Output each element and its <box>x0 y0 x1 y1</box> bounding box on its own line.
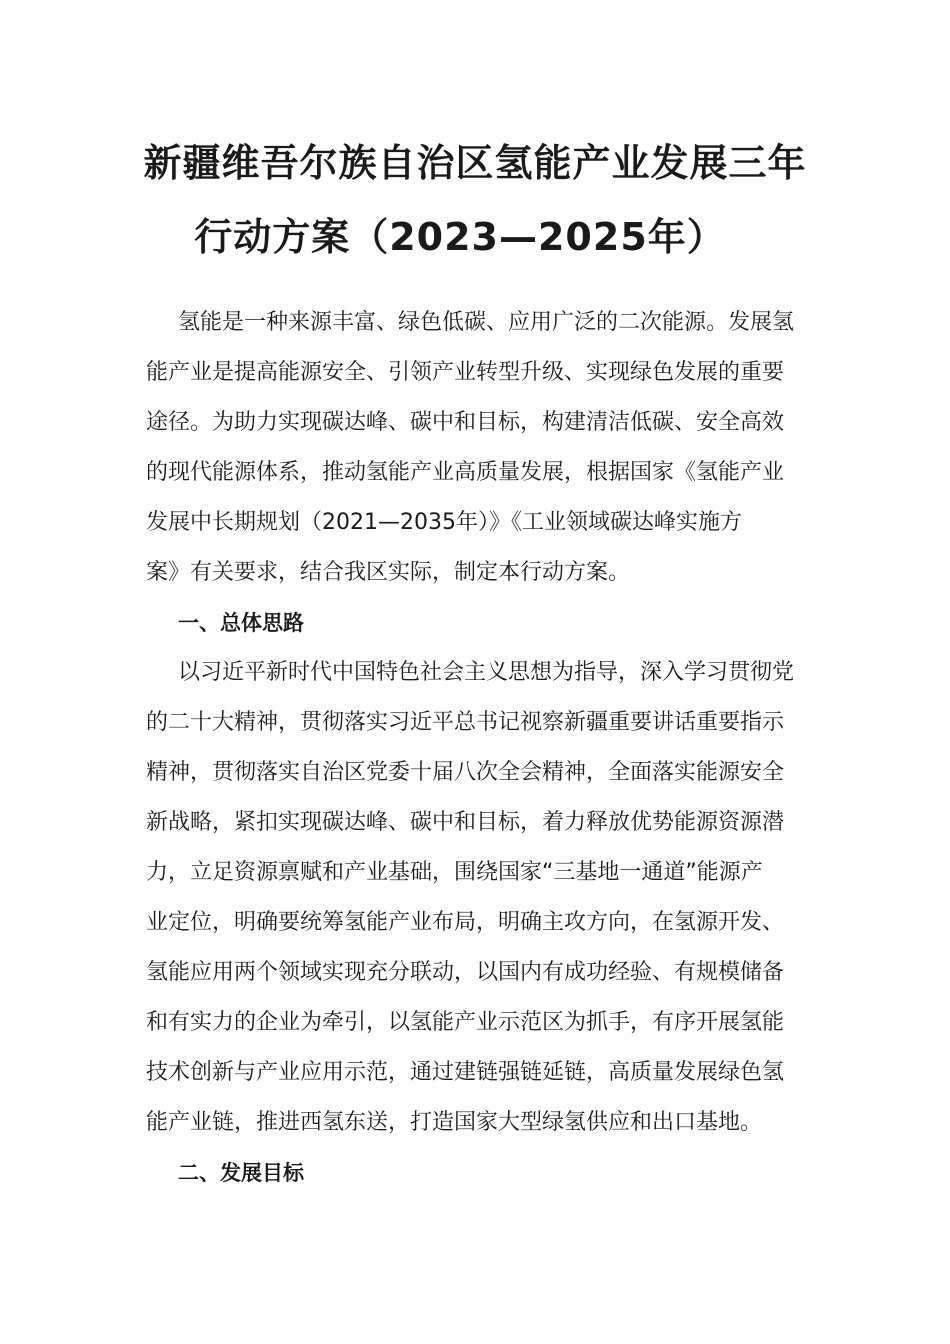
section1-line: 氢能应用两个领域实现充分联动，以国内有成功经验、有规模储备 <box>146 960 785 985</box>
intro-line: 的现代能源体系，推动氢能产业高质量发展，根据国家《氢能产业 <box>146 460 785 485</box>
document-title-line-2: 行动方案（2023—2025年） <box>194 215 726 259</box>
intro-line: 能产业是提高能源安全、引领产业转型升级、实现绿色发展的重要 <box>146 360 785 385</box>
section1-line: 以习近平新时代中国特色社会主义思想为指导，深入学习贯彻党 <box>178 660 795 685</box>
intro-line: 案》有关要求，结合我区实际，制定本行动方案。 <box>146 560 631 585</box>
section1-line: 精神，贯彻落实自治区党委十届八次全会精神，全面落实能源安全 <box>146 760 785 785</box>
section1-line: 技术创新与产业应用示范，通过建链强链延链，高质量发展绿色氢 <box>146 1060 785 1085</box>
section1-line: 和有实力的企业为牵引，以氢能产业示范区为抓手，有序开展氢能 <box>146 1010 785 1035</box>
section1-line: 能产业链，推进西氢东送，打造国家大型绿氢供应和出口基地。 <box>146 1110 763 1135</box>
intro-line: 发展中长期规划（2021—2035年）》《工业领域碳达峰实施方 <box>146 510 742 535</box>
intro-line: 氢能是一种来源丰富、绿色低碳、应用广泛的二次能源。发展氢 <box>178 310 795 335</box>
intro-line: 途径。为助力实现碳达峰、碳中和目标，构建清洁低碳、安全高效 <box>146 410 785 435</box>
document-title-line-1: 新疆维吾尔族自治区氢能产业发展三年 <box>143 141 807 185</box>
section-heading-overall-approach: 一、总体思路 <box>178 611 304 635</box>
section1-line: 新战略，紧扣实现碳达峰、碳中和目标，着力释放优势能源资源潜 <box>146 810 785 835</box>
section-heading-development-goals: 二、发展目标 <box>178 1161 304 1185</box>
section1-line: 力，立足资源禀赋和产业基础，围绕国家“三基地一通道”能源产 <box>146 860 763 885</box>
section1-line: 的二十大精神，贯彻落实习近平总书记视察新疆重要讲话重要指示 <box>146 710 785 735</box>
section1-line: 业定位，明确要统筹氢能产业布局，明确主攻方向，在氢源开发、 <box>146 910 785 935</box>
